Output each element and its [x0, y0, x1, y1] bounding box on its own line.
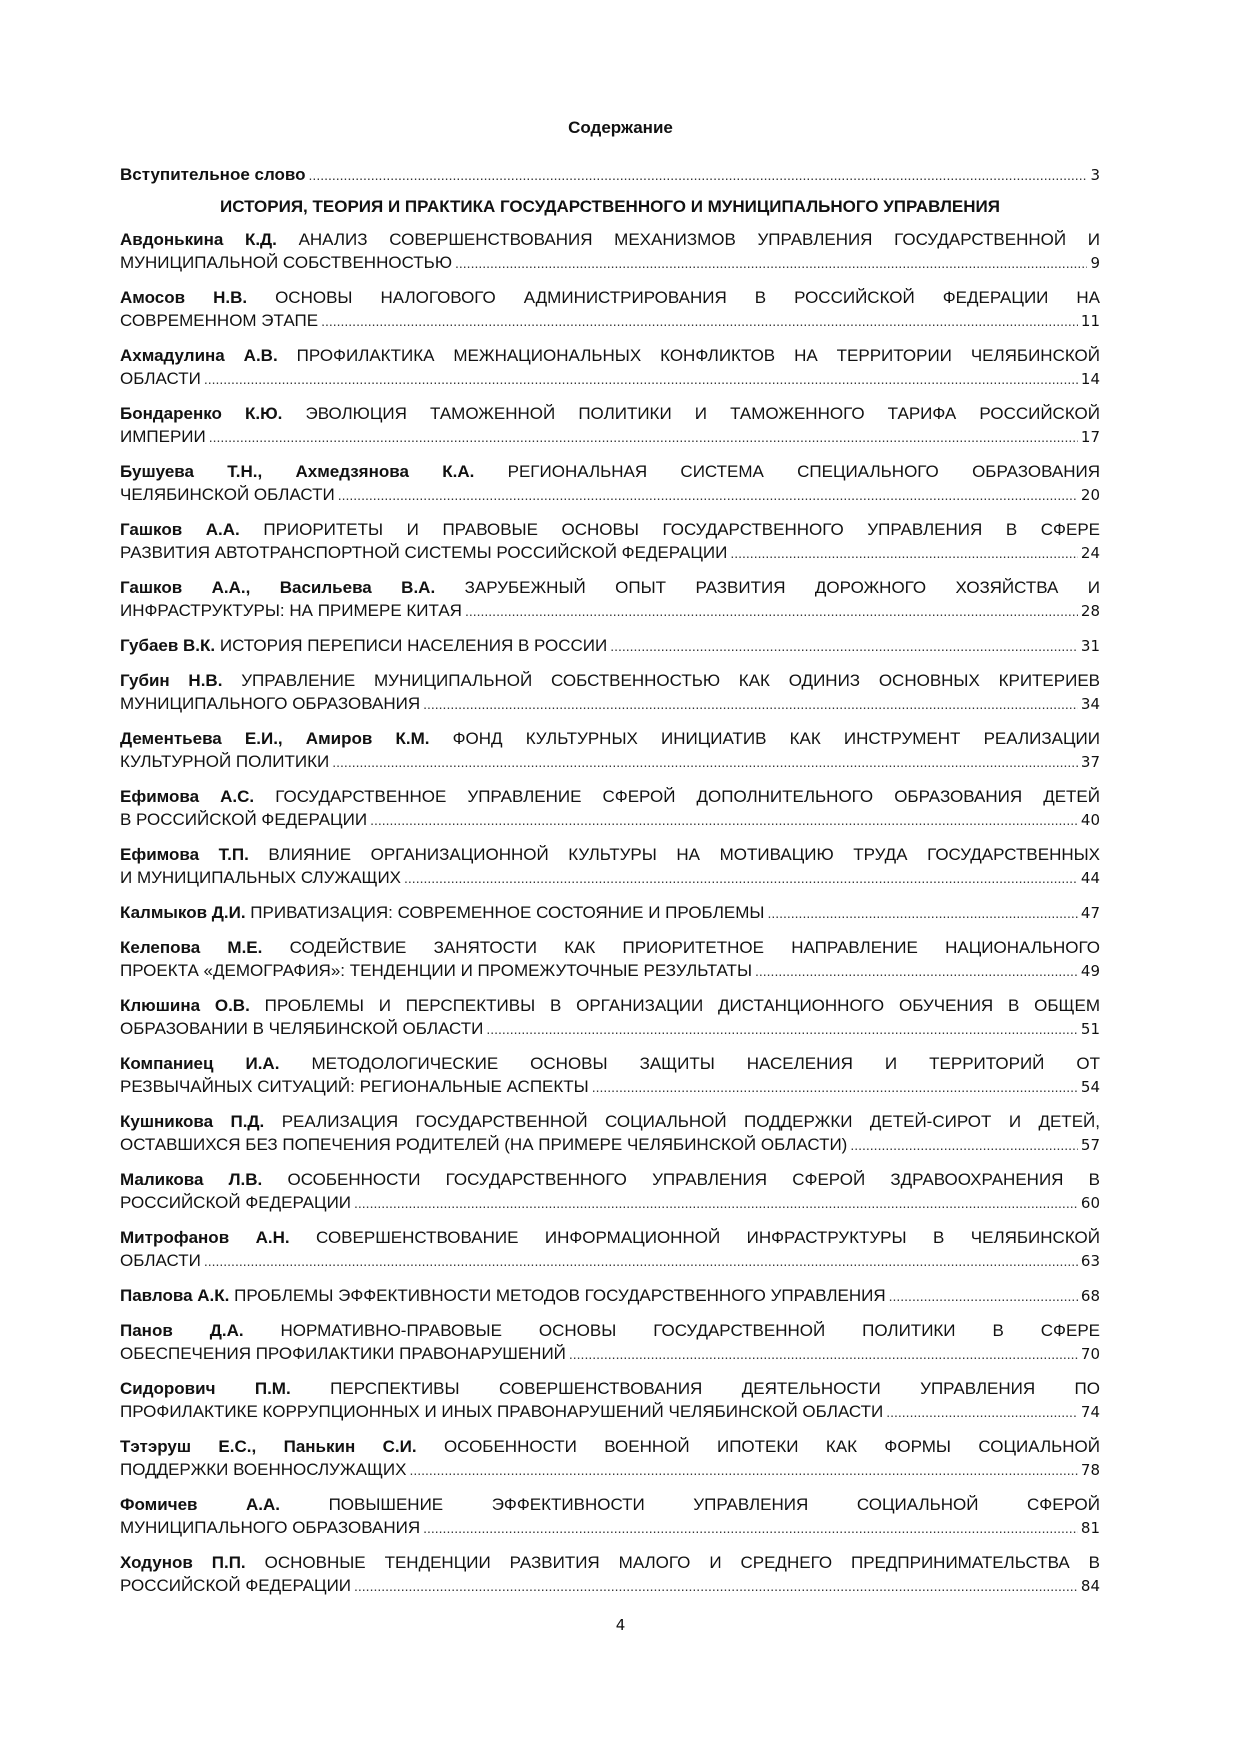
toc-entry-title-line1: ПРОБЛЕМЫ И ПЕРСПЕКТИВЫ В ОРГАНИЗАЦИИ ДИСТАНЦИОННОГО ОБУЧЕНИЯ В ОБЩЕМ [264, 996, 1100, 1015]
toc-entry-title-line1: ПРОБЛЕМЫ ЭФФЕКТИВНОСТИ МЕТОДОВ ГОСУДАРСТВЕННОГО УПРАВЛЕНИЯ [234, 1286, 886, 1305]
toc-entry-title-line1: АНАЛИЗ СОВЕРШЕНСТВОВАНИЯ МЕХАНИЗМОВ УПРАВЛЕНИЯ ГОСУДАРСТВЕННОЙ И [298, 230, 1100, 249]
toc-leader-dots [755, 960, 1078, 983]
toc-entry-first-line [120, 1493, 1100, 1516]
toc-entry-title-line1: ПРОФИЛАКТИКА МЕЖНАЦИОНАЛЬНЫХ КОНФЛИКТОВ НА ТЕРРИТОРИИ ЧЕЛЯБИНСКОЙ [296, 346, 1101, 365]
toc-entry-title-line1: НОРМАТИВНО-ПРАВОВЫЕ ОСНОВЫ ГОСУДАРСТВЕННОЙ ПОЛИТИКИ В СФЕРЕ [280, 1321, 1100, 1340]
toc-entry[interactable] [120, 286, 1100, 333]
toc-entry-title-line2: МУНИЦИПАЛЬНОЙ СОБСТВЕННОСТЬЮ [120, 253, 453, 272]
toc-entry-first-line [120, 1052, 1100, 1075]
toc-entry-page: 68 [1080, 1287, 1100, 1305]
toc-entry-last-line [120, 483, 1100, 507]
toc-entry-author: Келепова М.Е. [120, 938, 263, 957]
toc-entry-page: 47 [1080, 904, 1100, 922]
toc-entry-first-line [120, 727, 1100, 750]
toc-entry-last-line [120, 750, 1100, 774]
toc-entry-last-line [120, 1458, 1100, 1482]
toc-entry-first-line [120, 1110, 1100, 1133]
toc-entry-title-line1: ПЕРСПЕКТИВЫ СОВЕРШЕНСТВОВАНИЯ ДЕЯТЕЛЬНОСТИ УПРАВЛЕНИЯ ПО [330, 1379, 1100, 1398]
toc-entry-author: Авдонькина К.Д. [120, 230, 277, 249]
toc-entry-first-line [120, 994, 1100, 1017]
toc-entry-page: 9 [1090, 254, 1100, 272]
toc-entry-page: 54 [1080, 1078, 1100, 1096]
toc-entry-first-line [120, 1168, 1100, 1191]
toc-entry[interactable] [120, 634, 1100, 658]
toc-entry-title-line1: ПРИОРИТЕТЫ И ПРАВОВЫЕ ОСНОВЫ ГОСУДАРСТВЕННОГО УПРАВЛЕНИЯ В СФЕРЕ [263, 520, 1100, 539]
toc-entry-page: 63 [1080, 1252, 1100, 1270]
toc-entry-title-line1: СОДЕЙСТВИЕ ЗАНЯТОСТИ КАК ПРИОРИТЕТНОЕ НАПРАВЛЕНИЕ НАЦИОНАЛЬНОГО [289, 938, 1100, 957]
toc-leader-dots [409, 1459, 1077, 1482]
toc-entry-author: Ефимова А.С. [120, 787, 255, 806]
toc-entry-title-line1: СОВЕРШЕНСТВОВАНИЕ ИНФОРМАЦИОННОЙ ИНФРАСТРУКТУРЫ В ЧЕЛЯБИНСКОЙ [316, 1228, 1100, 1247]
toc-entry-last-line [120, 808, 1100, 832]
toc-entry[interactable] [120, 1435, 1100, 1482]
toc-leader-dots [886, 1401, 1078, 1424]
toc-entry-first-line [120, 576, 1100, 599]
toc-entry-last-line [120, 959, 1100, 983]
toc-entry[interactable] [120, 1168, 1100, 1215]
toc-leader-dots [423, 1517, 1078, 1540]
toc-intro-label: Вступительное слово [120, 165, 306, 184]
toc-entry-author: Митрофанов А.Н. [120, 1228, 290, 1247]
toc-leader-dots [850, 1134, 1078, 1157]
toc-entry-first-line [120, 344, 1100, 367]
toc-entry-title-line1: ГОСУДАРСТВЕННОЕ УПРАВЛЕНИЕ СФЕРОЙ ДОПОЛНИТЕЛЬНОГО ОБРАЗОВАНИЯ ДЕТЕЙ [275, 787, 1100, 806]
toc-leader-dots [338, 484, 1078, 507]
toc-entry-page: 31 [1080, 637, 1100, 655]
page-title: Содержание [568, 118, 673, 137]
toc-entry[interactable] [120, 936, 1100, 983]
toc-entry[interactable] [120, 785, 1100, 832]
toc-entry-first-line [120, 460, 1100, 483]
toc-leader-dots [465, 600, 1078, 623]
toc-entry-author: Бушуева Т.Н., Ахмедзянова К.А. [120, 462, 475, 481]
toc-entry-title-line2: ОБЕСПЕЧЕНИЯ ПРОФИЛАКТИКИ ПРАВОНАРУШЕНИЙ [120, 1344, 566, 1363]
toc-entry-author: Клюшина О.В. [120, 996, 250, 1015]
toc-entry-first-line [120, 518, 1100, 541]
toc-entry-last-line [120, 367, 1100, 391]
toc-leader-dots [404, 867, 1078, 890]
toc-entry[interactable] [120, 994, 1100, 1041]
toc-entry-title-line2: ПОДДЕРЖКИ ВОЕННОСЛУЖАЩИХ [120, 1460, 407, 1479]
toc-entry[interactable] [120, 402, 1100, 449]
toc-entry-author: Губаев В.К. [120, 636, 216, 655]
toc-entry-first-line [120, 1319, 1100, 1342]
toc-entry[interactable] [120, 460, 1100, 507]
toc-entry-first-line [120, 228, 1100, 251]
toc-entry-title-line1: ФОНД КУЛЬТУРНЫХ ИНИЦИАТИВ КАК ИНСТРУМЕНТ РЕАЛИЗАЦИИ [452, 729, 1100, 748]
toc-entry[interactable] [120, 1377, 1100, 1424]
toc-entry-title-line2: ОСТАВШИХСЯ БЕЗ ПОПЕЧЕНИЯ РОДИТЕЛЕЙ (НА ПРИМЕРЕ ЧЕЛЯБИНСКОЙ ОБЛАСТИ) [120, 1135, 848, 1154]
toc-entry-first-line [120, 286, 1100, 309]
toc-entry-title-line2: РОССИЙСКОЙ ФЕДЕРАЦИИ [120, 1193, 352, 1212]
toc-entry-single-line [120, 1284, 1100, 1308]
toc-entry-title-line2: ОБРАЗОВАНИИ В ЧЕЛЯБИНСКОЙ ОБЛАСТИ [120, 1019, 484, 1038]
toc-entry-page: 60 [1080, 1194, 1100, 1212]
toc-entry-page: 11 [1080, 312, 1100, 330]
toc-entry-last-line [120, 1249, 1100, 1273]
toc-entry[interactable] [120, 518, 1100, 565]
toc-entry-last-line [120, 1017, 1100, 1041]
toc-entry-title-line1: ОСОБЕННОСТИ ВОЕННОЙ ИПОТЕКИ КАК ФОРМЫ СОЦИАЛЬНОЙ [443, 1437, 1100, 1456]
toc-entry-first-line [120, 936, 1100, 959]
toc-entry-author: Панов Д.А. [120, 1321, 244, 1340]
toc-entry-first-line [120, 1435, 1100, 1458]
toc-entries [120, 228, 1100, 1598]
table-of-contents [120, 163, 1100, 1609]
toc-entry-author: Компаниец И.А. [120, 1054, 280, 1073]
toc-entry-title-line1: ОСНОВЫ НАЛОГОВОГО АДМИНИСТРИРОВАНИЯ В РОССИЙСКОЙ ФЕДЕРАЦИИ НА [275, 288, 1100, 307]
toc-entry-author: Фомичев А.А. [120, 1495, 281, 1514]
toc-entry-title-line2: ИНФРАСТРУКТУРЫ: НА ПРИМЕРЕ КИТАЯ [120, 601, 462, 620]
toc-entry-first-line [120, 669, 1100, 692]
toc-entry-title-line2: МУНИЦИПАЛЬНОГО ОБРАЗОВАНИЯ [120, 694, 421, 713]
toc-entry[interactable] [120, 344, 1100, 391]
toc-leader-dots [209, 426, 1078, 449]
toc-entry-title-line2: СОВРЕМЕННОМ ЭТАПЕ [120, 311, 319, 330]
page-number: 4 [615, 1616, 626, 1634]
toc-entry-page: 78 [1080, 1461, 1100, 1479]
toc-leader-dots [767, 902, 1077, 925]
toc-entry-author: Павлова А.К. [120, 1286, 230, 1305]
toc-leader-dots [204, 368, 1078, 391]
toc-entry-title-line2: РОССИЙСКОЙ ФЕДЕРАЦИИ [120, 1576, 352, 1595]
toc-entry-title-line2: РЕЗВЫЧАЙНЫХ СИТУАЦИЙ: РЕГИОНАЛЬНЫЕ АСПЕКТЫ [120, 1077, 589, 1096]
toc-leader-dots [423, 693, 1078, 716]
toc-entry[interactable] [120, 1226, 1100, 1273]
toc-entry-page: 40 [1080, 811, 1100, 829]
toc-entry[interactable] [120, 1284, 1100, 1308]
toc-entry-title-line1: ЭВОЛЮЦИЯ ТАМОЖЕННОЙ ПОЛИТИКИ И ТАМОЖЕННОГО ТАРИФА РОССИЙСКОЙ [305, 404, 1100, 423]
toc-entry-text [120, 634, 607, 657]
toc-entry-title-line2: ОБЛАСТИ [120, 1251, 201, 1270]
toc-entry-last-line [120, 1574, 1100, 1598]
toc-entry-last-line [120, 1191, 1100, 1215]
toc-leader-dots [592, 1076, 1078, 1099]
toc-entry-first-line [120, 1226, 1100, 1249]
toc-entry-page: 37 [1080, 753, 1100, 771]
toc-entry-last-line [120, 1400, 1100, 1424]
toc-leader-dots [354, 1192, 1078, 1215]
toc-entry-last-line [120, 599, 1100, 623]
toc-leader-dots [332, 751, 1078, 774]
toc-entry-title-line1: ОСНОВНЫЕ ТЕНДЕНЦИИ РАЗВИТИЯ МАЛОГО И СРЕДНЕГО ПРЕДПРИНИМАТЕЛЬСТВА В [264, 1553, 1100, 1572]
toc-entry-title-line1: ВЛИЯНИЕ ОРГАНИЗАЦИОННОЙ КУЛЬТУРЫ НА МОТИВАЦИЮ ТРУДА ГОСУДАРСТВЕННЫХ [268, 845, 1101, 864]
toc-entry[interactable] [120, 1493, 1100, 1540]
toc-entry-last-line [120, 1075, 1100, 1099]
toc-intro-page: 3 [1090, 166, 1100, 184]
toc-entry[interactable] [120, 727, 1100, 774]
toc-entry-page: 84 [1080, 1577, 1100, 1595]
toc-leader-dots [204, 1250, 1078, 1273]
toc-entry[interactable] [120, 901, 1100, 925]
toc-entry[interactable] [120, 228, 1100, 275]
toc-entry-title-line1: ИСТОРИЯ ПЕРЕПИСИ НАСЕЛЕНИЯ В РОССИИ [219, 636, 608, 655]
toc-entry-title-line1: ЗАРУБЕЖНЫЙ ОПЫТ РАЗВИТИЯ ДОРОЖНОГО ХОЗЯЙСТВА И [464, 578, 1100, 597]
toc-entry-title-line1: ПРИВАТИЗАЦИЯ: СОВРЕМЕННОЕ СОСТОЯНИЕ И ПРОБЛЕМЫ [250, 903, 765, 922]
toc-entry-author: Калмыков Д.И. [120, 903, 246, 922]
toc-leader-dots [569, 1343, 1078, 1366]
toc-entry-author: Кушникова П.Д. [120, 1112, 265, 1131]
toc-entry-title-line1: МЕТОДОЛОГИЧЕСКИЕ ОСНОВЫ ЗАЩИТЫ НАСЕЛЕНИЯ И ТЕРРИТОРИЙ ОТ [311, 1054, 1101, 1073]
toc-entry-title-line2: ПРОЕКТА «ДЕМОГРАФИЯ»: ТЕНДЕНЦИИ И ПРОМЕЖУТОЧНЫЕ РЕЗУЛЬТАТЫ [120, 961, 752, 980]
toc-intro-entry[interactable] [120, 163, 1100, 187]
toc-entry-page: 74 [1080, 1403, 1100, 1421]
toc-entry-title-line2: ПРОФИЛАКТИКЕ КОРРУПЦИОННЫХ И ИНЫХ ПРАВОНАРУШЕНИЙ ЧЕЛЯБИНСКОЙ ОБЛАСТИ [120, 1402, 884, 1421]
toc-entry-last-line [120, 425, 1100, 449]
toc-entry-title-line2: МУНИЦИПАЛЬНОГО ОБРАЗОВАНИЯ [120, 1518, 421, 1537]
toc-entry[interactable] [120, 843, 1100, 890]
toc-entry[interactable] [120, 1052, 1100, 1099]
toc-entry-first-line [120, 1551, 1100, 1574]
toc-entry-page: 20 [1080, 486, 1100, 504]
toc-entry-text [120, 901, 764, 924]
toc-entry-text [120, 1284, 886, 1307]
toc-entry-author: Сидорович П.М. [120, 1379, 291, 1398]
toc-entry[interactable] [120, 1110, 1100, 1157]
toc-leader-dots [455, 252, 1087, 275]
toc-leader-dots [730, 542, 1078, 565]
toc-entry[interactable] [120, 1551, 1100, 1598]
toc-entry-title-line2: ОБЛАСТИ [120, 369, 201, 388]
toc-entry-page: 17 [1080, 428, 1100, 446]
toc-entry-author: Ефимова Т.П. [120, 845, 249, 864]
toc-entry-first-line [120, 1377, 1100, 1400]
toc-entry-page: 24 [1080, 544, 1100, 562]
toc-entry-page: 70 [1080, 1345, 1100, 1363]
toc-leader-dots [610, 635, 1078, 658]
toc-entry-last-line [120, 251, 1100, 275]
toc-entry-page: 57 [1080, 1136, 1100, 1154]
toc-entry-title-line2: ИМПЕРИИ [120, 427, 206, 446]
toc-entry-single-line [120, 901, 1100, 925]
toc-entry-page: 34 [1080, 695, 1100, 713]
toc-entry-single-line [120, 634, 1100, 658]
toc-entry-title-line1: УПРАВЛЕНИЕ МУНИЦИПАЛЬНОЙ СОБСТВЕННОСТЬЮ КАК ОДИНИЗ ОСНОВНЫХ КРИТЕРИЕВ [241, 671, 1100, 690]
toc-entry-first-line [120, 785, 1100, 808]
toc-entry-last-line [120, 309, 1100, 333]
toc-leader-dots [321, 310, 1078, 333]
toc-entry-title-line1: ОСОБЕННОСТИ ГОСУДАРСТВЕННОГО УПРАВЛЕНИЯ СФЕРОЙ ЗДРАВООХРАНЕНИЯ В [287, 1170, 1100, 1189]
toc-entry-author: Гашков А.А., Васильева В.А. [120, 578, 436, 597]
toc-entry-page: 28 [1080, 602, 1100, 620]
toc-entry-author: Губин Н.В. [120, 671, 223, 690]
toc-entry-page: 81 [1080, 1519, 1100, 1537]
toc-leader-dots [486, 1018, 1078, 1041]
toc-entry-page: 51 [1080, 1020, 1100, 1038]
toc-entry-author: Маликова Л.В. [120, 1170, 263, 1189]
toc-entry-author: Бондаренко К.Ю. [120, 404, 283, 423]
toc-entry-author: Дементьева Е.И., Амиров К.М. [120, 729, 430, 748]
toc-entry[interactable] [120, 1319, 1100, 1366]
section-heading: ИСТОРИЯ, ТЕОРИЯ И ПРАКТИКА ГОСУДАРСТВЕННОГО И МУНИЦИПАЛЬНОГО УПРАВЛЕНИЯ [220, 197, 1000, 216]
toc-entry-last-line [120, 541, 1100, 565]
toc-entry[interactable] [120, 576, 1100, 623]
toc-entry-first-line [120, 402, 1100, 425]
toc-entry-page: 44 [1080, 869, 1100, 887]
toc-entry-author: Тэтэруш Е.С., Панькин С.И. [120, 1437, 417, 1456]
toc-entry-title-line2: В РОССИЙСКОЙ ФЕДЕРАЦИИ [120, 810, 368, 829]
toc-entry-title-line2: ЧЕЛЯБИНСКОЙ ОБЛАСТИ [120, 485, 335, 504]
toc-entry-page: 14 [1080, 370, 1100, 388]
toc-entry-title-line1: ПОВЫШЕНИЕ ЭФФЕКТИВНОСТИ УПРАВЛЕНИЯ СОЦИАЛЬНОЙ СФЕРОЙ [328, 1495, 1100, 1514]
toc-entry-author: Ходунов П.П. [120, 1553, 246, 1572]
toc-entry-author: Гашков А.А. [120, 520, 240, 539]
toc-entry-title-line2: КУЛЬТУРНОЙ ПОЛИТИКИ [120, 752, 330, 771]
toc-entry-last-line [120, 866, 1100, 890]
toc-entry-author: Амосов Н.В. [120, 288, 248, 307]
toc-leader-dots [309, 164, 1088, 187]
toc-entry-last-line [120, 1133, 1100, 1157]
toc-entry-title-line1: РЕГИОНАЛЬНАЯ СИСТЕМА СПЕЦИАЛЬНОГО ОБРАЗОВАНИЯ [507, 462, 1100, 481]
toc-entry-page: 49 [1080, 962, 1100, 980]
toc-entry-last-line [120, 1516, 1100, 1540]
toc-leader-dots [889, 1285, 1078, 1308]
toc-entry-last-line [120, 692, 1100, 716]
toc-entry-first-line [120, 843, 1100, 866]
toc-leader-dots [354, 1575, 1078, 1598]
toc-entry-title-line1: РЕАЛИЗАЦИЯ ГОСУДАРСТВЕННОЙ СОЦИАЛЬНОЙ ПОДДЕРЖКИ ДЕТЕЙ-СИРОТ И ДЕТЕЙ, [281, 1112, 1100, 1131]
toc-leader-dots [370, 809, 1078, 832]
toc-entry-last-line [120, 1342, 1100, 1366]
toc-entry-title-line2: РАЗВИТИЯ АВТОТРАНСПОРТНОЙ СИСТЕМЫ РОССИЙСКОЙ ФЕДЕРАЦИИ [120, 543, 728, 562]
toc-entry[interactable] [120, 669, 1100, 716]
toc-entry-author: Ахмадулина А.В. [120, 346, 278, 365]
toc-entry-title-line2: И МУНИЦИПАЛЬНЫХ СЛУЖАЩИХ [120, 868, 402, 887]
